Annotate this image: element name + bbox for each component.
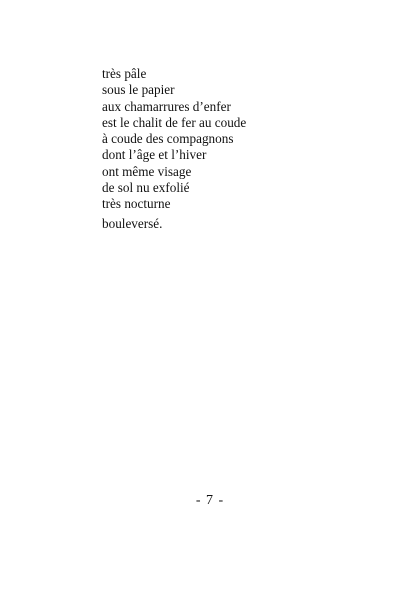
poem-line: très nocturne — [102, 196, 171, 212]
poem-line: bouleversé. — [102, 215, 163, 231]
poem-line: est le chalit de fer au coude — [102, 114, 247, 130]
poem-line: ont même visage — [102, 163, 192, 179]
poem-text — [102, 66, 246, 232]
poem-line: de sol nu exfolié — [102, 180, 190, 196]
poem-line: aux chamarrures d’enfer — [102, 98, 231, 114]
poem-line: dont l’âge et l’hiver — [102, 147, 207, 163]
page-number: - 7 - — [195, 493, 225, 508]
poem-line: très pâle — [102, 66, 147, 81]
poem-line: à coude des compagnons — [102, 131, 234, 147]
poem-line: sous le papier — [102, 82, 175, 98]
